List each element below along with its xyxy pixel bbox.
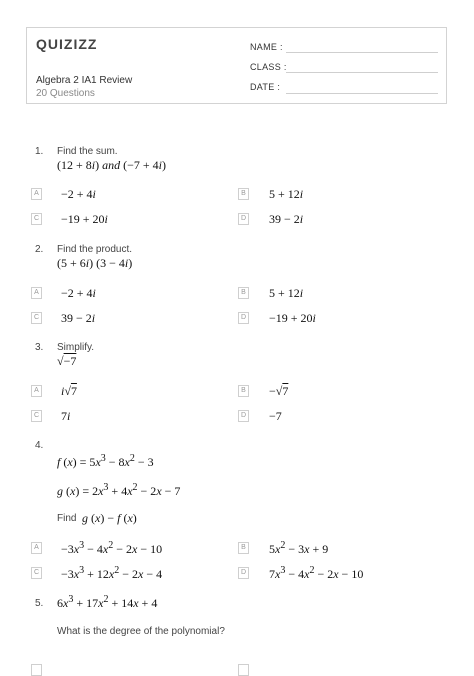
option-letter-b[interactable]: B: [238, 188, 249, 200]
question-prompt: What is the degree of the polynomial?: [57, 626, 225, 637]
option-letter-d[interactable]: D: [238, 312, 249, 324]
option-letter-box[interactable]: [31, 664, 42, 676]
option-answer[interactable]: 39 − 2i: [269, 212, 304, 226]
option-answer[interactable]: $-3x^3 - 4x^2 - 2x - 10$: [61, 540, 163, 556]
question-number: 1.: [35, 146, 44, 157]
option-letter-a[interactable]: A: [31, 188, 42, 200]
option-letter-c[interactable]: C: [31, 567, 42, 579]
quizizz-logo: QUIZIZZ: [36, 36, 98, 52]
question-expression: √−7: [57, 354, 77, 368]
option-answer[interactable]: 5 + 12i: [269, 286, 304, 300]
question-prompt: Find the product.: [57, 244, 133, 255]
option-answer[interactable]: $5x^2 - 3x + 9$: [269, 540, 329, 556]
function-f: f $(x) = 5x^3 - 8x^2 - 3$: [57, 453, 154, 469]
question-prompt: Simplify.: [57, 342, 95, 353]
option-answer[interactable]: −19 + 20i: [269, 311, 316, 325]
option-letter-a[interactable]: A: [31, 385, 42, 397]
option-answer[interactable]: −7: [269, 409, 282, 423]
question-prompt: Find: [57, 513, 77, 524]
question-prompt: Find the sum.: [57, 146, 118, 157]
date-label: DATE :: [250, 82, 281, 92]
worksheet-title: Algebra 2 IA1 Review: [36, 75, 133, 86]
class-field[interactable]: [286, 72, 438, 73]
option-letter-box[interactable]: [238, 664, 249, 676]
option-letter-a[interactable]: A: [31, 542, 42, 554]
question-number: 5.: [35, 598, 44, 609]
option-letter-d[interactable]: D: [238, 567, 249, 579]
option-answer[interactable]: 7i: [61, 409, 71, 423]
option-answer[interactable]: i√7: [61, 384, 77, 398]
option-answer[interactable]: −√7: [269, 384, 289, 398]
name-label: NAME :: [250, 42, 283, 52]
option-letter-c[interactable]: C: [31, 312, 42, 324]
option-letter-b[interactable]: B: [238, 542, 249, 554]
question-expression: $6x^3 + 17x^2 + 14x + 4$: [57, 594, 158, 610]
option-answer[interactable]: $-3x^3 + 12x^2 - 2x - 4$: [61, 565, 163, 581]
option-letter-b[interactable]: B: [238, 287, 249, 299]
option-answer[interactable]: $7x^3 - 4x^2 - 2x - 10$: [269, 565, 364, 581]
option-letter-c[interactable]: C: [31, 410, 42, 422]
name-field[interactable]: [286, 52, 438, 53]
question-number: 2.: [35, 244, 44, 255]
date-field[interactable]: [286, 93, 438, 94]
question-count: 20 Questions: [36, 88, 95, 99]
option-letter-a[interactable]: A: [31, 287, 42, 299]
question-expression: (12 + 8i) and (−7 + 4i): [57, 158, 166, 172]
question-number: 4.: [35, 440, 44, 451]
option-answer[interactable]: −2 + 4i: [61, 286, 96, 300]
question-expression: (5 + 6i) (3 − 4i): [57, 256, 133, 270]
option-letter-b[interactable]: B: [238, 385, 249, 397]
option-letter-d[interactable]: D: [238, 213, 249, 225]
option-answer[interactable]: −2 + 4i: [61, 187, 96, 201]
function-g: g $(x) = 2x^3 + 4x^2 - 2x - 7$: [57, 482, 181, 498]
option-letter-d[interactable]: D: [238, 410, 249, 422]
question-expression: g (x) − f (x): [82, 511, 137, 525]
option-answer[interactable]: 39 − 2i: [61, 311, 96, 325]
question-number: 3.: [35, 342, 44, 353]
option-answer[interactable]: 5 + 12i: [269, 187, 304, 201]
class-label: CLASS :: [250, 62, 287, 72]
option-answer[interactable]: −19 + 20i: [61, 212, 108, 226]
option-letter-c[interactable]: C: [31, 213, 42, 225]
